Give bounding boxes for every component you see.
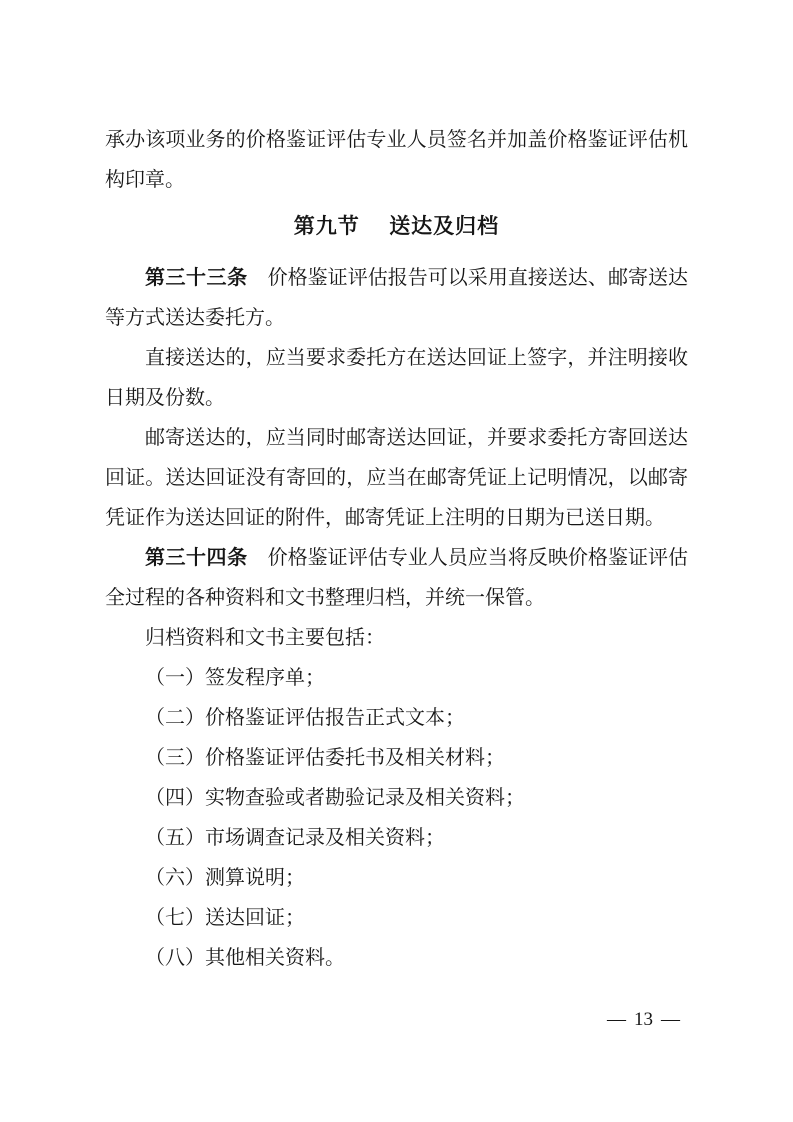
archive-list-item-2: （二）价格鉴证评估报告正式文本； [145, 707, 465, 729]
archive-list-item-8: （八）其他相关资料。 [145, 947, 345, 969]
article-33-text: 价格鉴证评估报告可以采用直接送达、邮寄送达等方式送达委托方。 [105, 267, 689, 329]
page-number: 13 [634, 1009, 653, 1030]
page-content [105, 120, 688, 978]
footer-dash-right: — [661, 1009, 680, 1030]
article-33-paragraph [105, 258, 688, 338]
archive-list-item-1: （一）签发程序单； [145, 667, 325, 689]
article-34-number: 第三十四条 [145, 547, 248, 569]
page-footer [603, 1000, 684, 1040]
article-34-text: 价格鉴证评估专业人员应当将反映价格鉴证评估全过程的各种资料和文书整理归档，并统一保管。 [105, 547, 689, 609]
section-heading-number: 第九节 [293, 214, 360, 238]
archive-list-item-5: （五）市场调查记录及相关资料； [145, 827, 445, 849]
article-34-paragraph [105, 538, 688, 618]
paragraph-mail-delivery: 邮寄送达的，应当同时邮寄送达回证，并要求委托方寄回送达回证。送达回证没有寄回的，应当在邮寄凭证上记明情况，以邮寄凭证作为送达回证的附件，邮寄凭证上注明的日期为已送日期。 [105, 427, 688, 529]
archive-list-intro: 归档资料和文书主要包括： [145, 627, 385, 649]
continuation-paragraph: 承办该项业务的价格鉴证评估专业人员签名并加盖价格鉴证评估机构印章。 [105, 129, 688, 191]
section-heading [105, 206, 688, 246]
archive-list-item-3: （三）价格鉴证评估委托书及相关材料； [145, 747, 505, 769]
paragraph-direct-delivery: 直接送达的，应当要求委托方在送达回证上签字，并注明接收日期及份数。 [105, 347, 688, 409]
archive-list-item-7: （七）送达回证； [145, 907, 305, 929]
section-heading-title: 送达及归档 [389, 214, 500, 238]
archive-list-item-4: （四）实物查验或者勘验记录及相关资料； [145, 787, 525, 809]
archive-list-item-6: （六）测算说明； [145, 867, 305, 889]
footer-dash-left: — [607, 1009, 626, 1030]
article-33-number: 第三十三条 [145, 267, 248, 289]
